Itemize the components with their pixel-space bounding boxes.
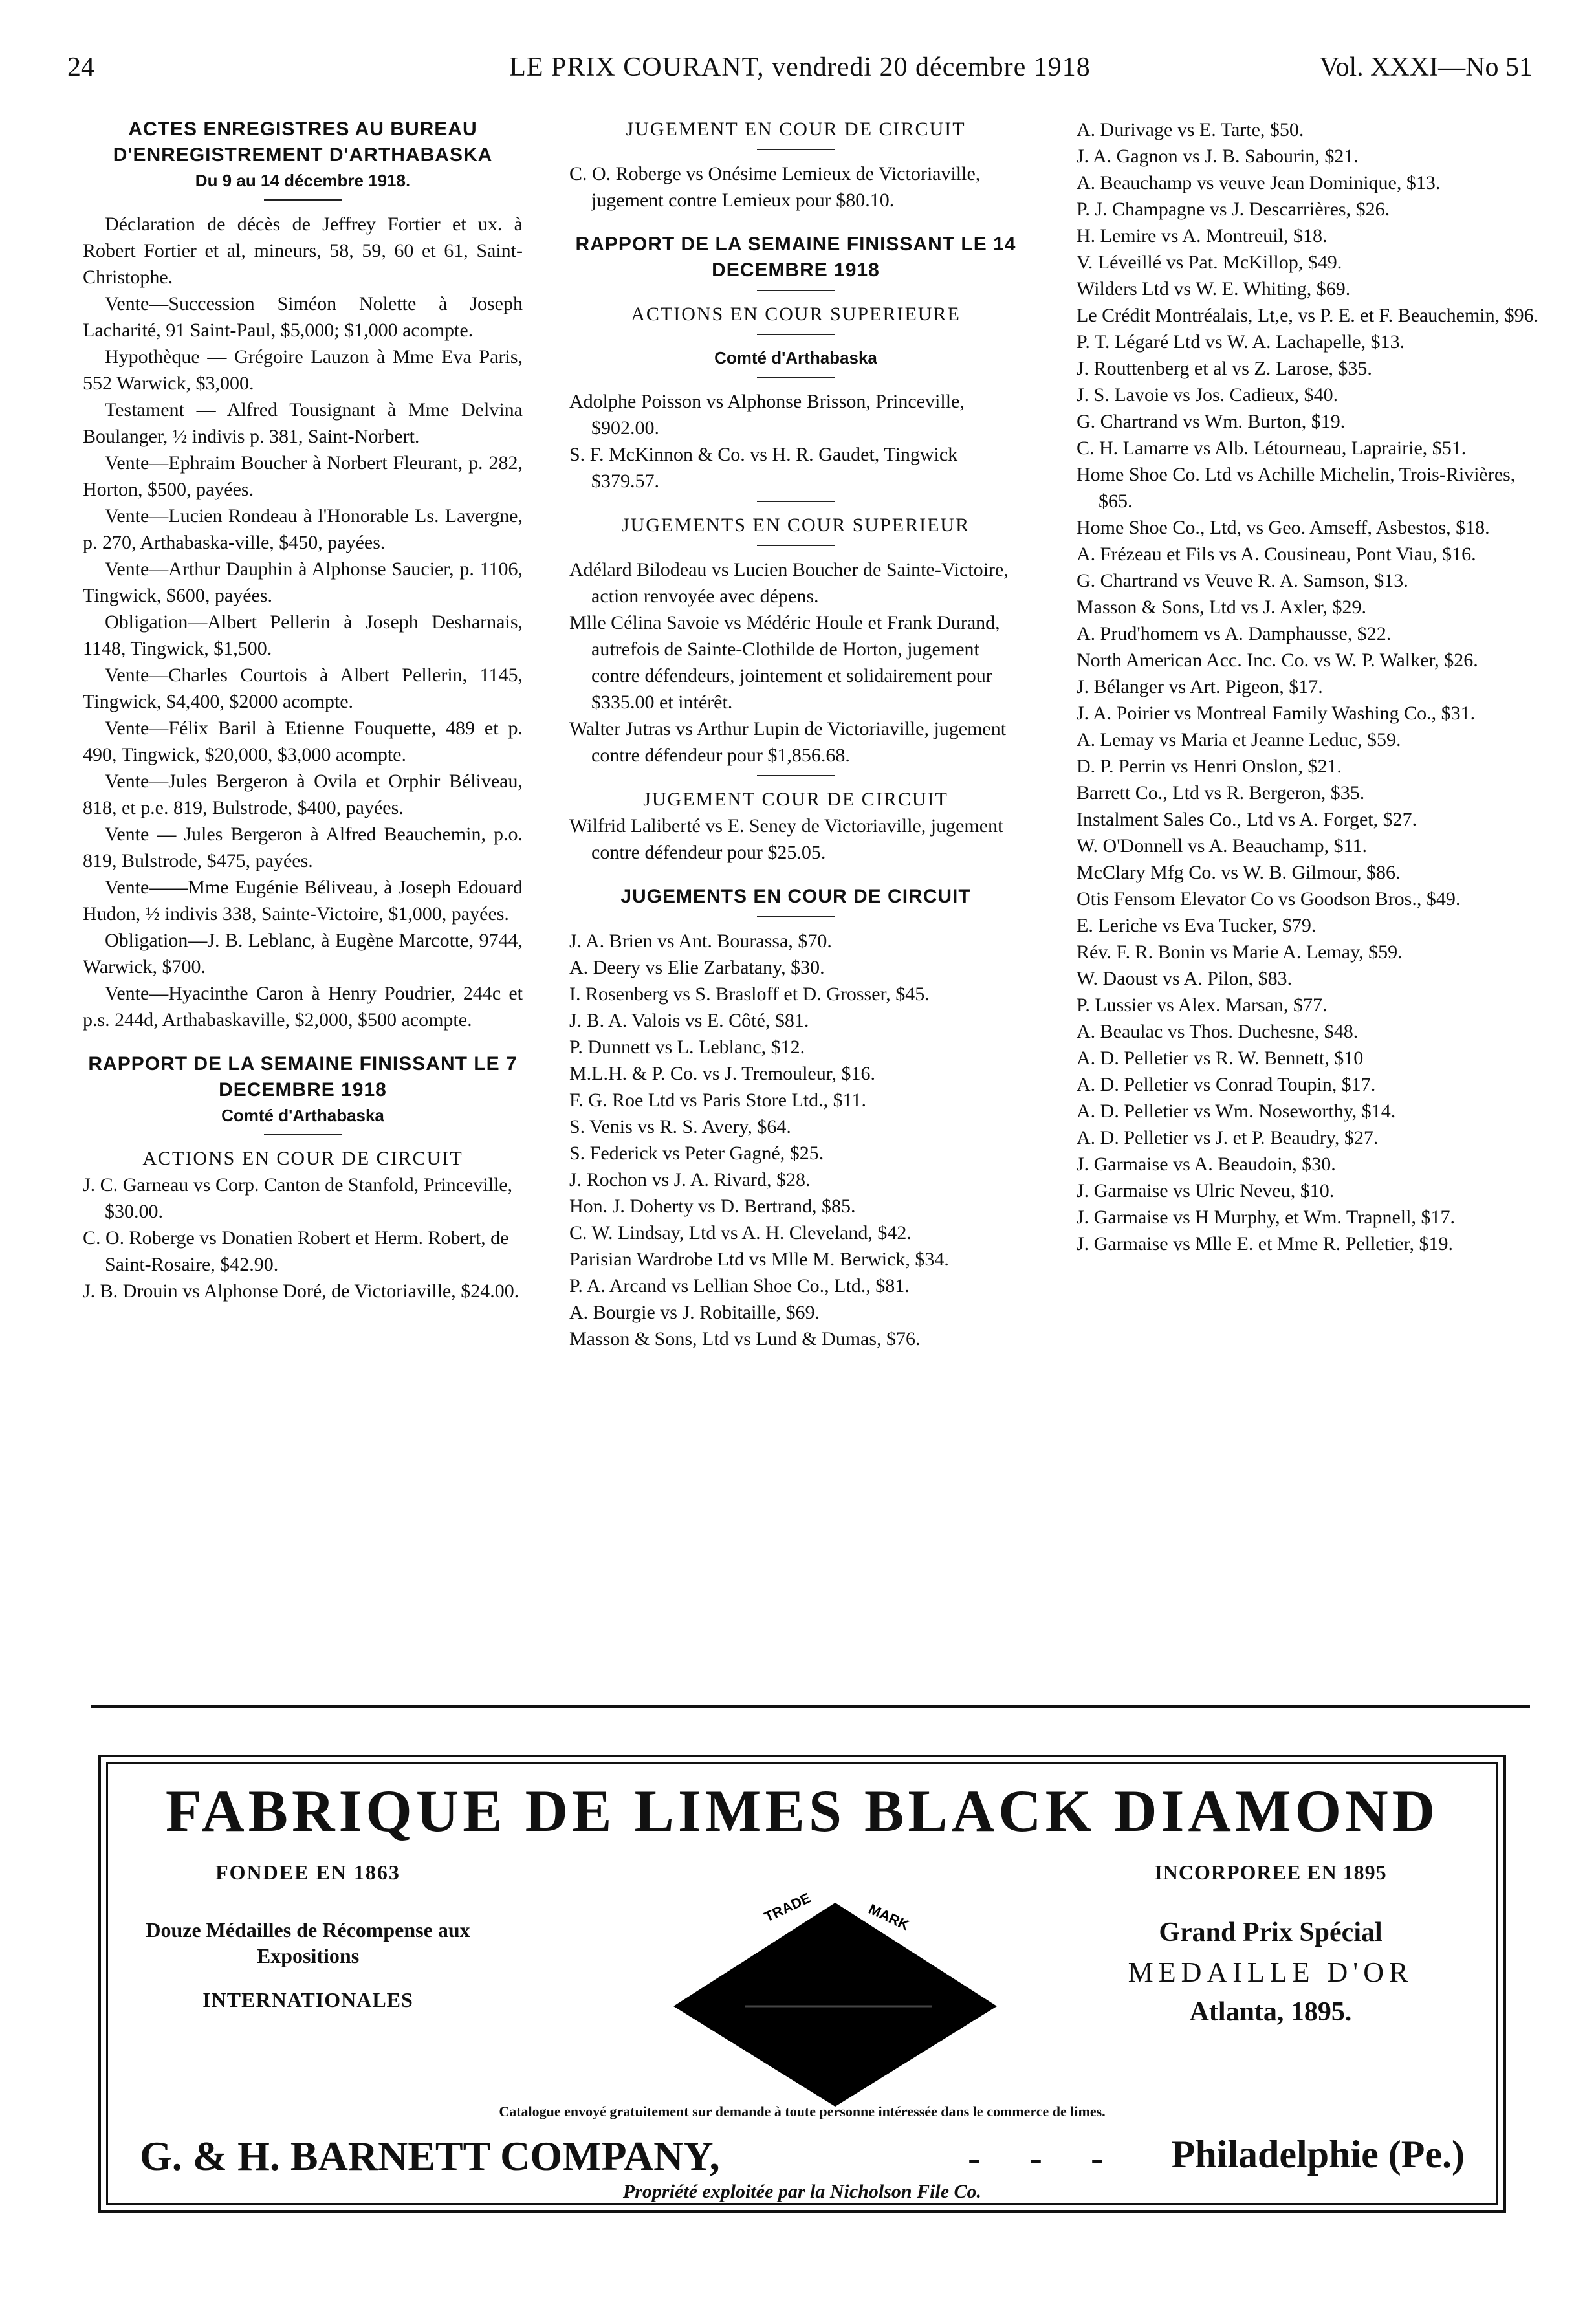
page-header <box>67 52 1533 91</box>
judgement-circuit-entry: M.L.H. & P. Co. vs J. Tremouleur, $16. <box>569 1063 876 1084</box>
circuit-heading: ACTIONS EN COUR DE CIRCUIT <box>142 1148 463 1169</box>
judgement-circuit-entry: A. D. Pelletier vs Wm. Noseworthy, $14. <box>1077 1100 1396 1122</box>
judgement-circuit-entry: A. Beauchamp vs veuve Jean Dominique, $13. <box>1077 172 1441 193</box>
advertisement <box>98 1755 1506 2213</box>
divider <box>757 334 835 335</box>
registry-entry: Vente—Arthur Dauphin à Alphonse Saucier, p. 1106, Tingwick, $600, payées. <box>83 558 523 606</box>
ad-medals: Douze Médailles de Récompense aux Expositions <box>146 1918 470 1967</box>
judgement-circuit-entry: P. A. Arcand vs Lellian Shoe Co., Ltd., $81. <box>569 1275 910 1297</box>
judgement-circuit-entry: Home Shoe Co., Ltd, vs Geo. Amseff, Asbestos, $18. <box>1077 517 1490 538</box>
judgement-circuit-entry: W. O'Donnell vs A. Beauchamp, $11. <box>1077 835 1367 857</box>
ad-international: INTERNATIONALES <box>202 1988 413 2011</box>
ad-title: FABRIQUE DE LIMES BLACK DIAMOND <box>165 1778 1439 1844</box>
judgement-circuit-entry: J. A. Brien vs Ant. Bourassa, $70. <box>569 930 832 952</box>
judgement-circuit-entry: A. Frézeau et Fils vs A. Cousineau, Pont Viau, $16. <box>1077 543 1476 565</box>
judgement-circuit-entry: J. Garmaise vs Ulric Neveu, $10. <box>1077 1180 1335 1201</box>
judgement-circuit-heading: JUGEMENT COUR DE CIRCUIT <box>643 789 948 810</box>
judgement-superior-entry: Walter Jutras vs Arthur Lupin de Victoriaville, jugement contre défendeur pour $1,856.68. <box>569 718 1007 766</box>
judgement-circuit-entry: W. Daoust vs A. Pilon, $83. <box>1077 968 1293 989</box>
judgement-circuit-entry: North American Acc. Inc. Co. vs W. P. Walker, $26. <box>1077 650 1478 671</box>
circuit-entry: J. C. Garneau vs Corp. Canton de Stanfold, Princeville, $30.00. <box>83 1174 513 1222</box>
judgement-circuit-entry: A. Prud'homem vs A. Damphausse, $22. <box>1077 623 1392 644</box>
section-heading: ACTES ENREGISTRES AU BUREAU D'ENREGISTREMENT D'ARTHABASKA <box>113 118 493 166</box>
ad-medaille: MEDAILLE D'OR <box>1128 1956 1414 1988</box>
judgement-circuit-entry: P. Lussier vs Alex. Marsan, $77. <box>1077 994 1328 1016</box>
registry-entry: Vente—Félix Baril à Etienne Fouquette, 489 et p. 490, Tingwick, $20,000, $3,000 acompte. <box>83 717 523 765</box>
judgement-heading: JUGEMENT EN COUR DE CIRCUIT <box>626 118 966 140</box>
judgement-circuit-entry: G. Chartrand vs Veuve R. A. Samson, $13. <box>1077 570 1408 591</box>
ad-city: Philadelphie (Pe.) <box>1171 2133 1465 2176</box>
judgement-circuit-entry: P. Dunnett vs L. Leblanc, $12. <box>569 1036 805 1058</box>
circuit-entry: C. O. Roberge vs Donatien Robert et Herm. Robert, de Saint-Rosaire, $42.90. <box>83 1227 509 1275</box>
ad-catalogue-note: Catalogue envoyé gratuitement sur demande à toute personne intéressée dans le commerce de limes. <box>499 2103 1106 2119</box>
judgement-circuit-entry: I. Rosenberg vs S. Brasloff et D. Grosser, $45. <box>569 983 930 1005</box>
mark-text: MARK <box>866 1900 912 1934</box>
registry-entry: Vente—Lucien Rondeau à l'Honorable Ls. Lavergne, p. 270, Arthabaska-ville, $450, payées. <box>83 505 523 553</box>
registry-entry: Vente — Jules Bergeron à Alfred Beauchemin, p.o. 819, Bulstrode, $475, payées. <box>83 824 523 871</box>
superior-entry: S. F. McKinnon & Co. vs H. R. Gaudet, Tingwick $379.57. <box>569 444 958 492</box>
registry-entry: Obligation—J. B. Leblanc, à Eugène Marcotte, 9744, Warwick, $700. <box>83 930 523 978</box>
report-heading: RAPPORT DE LA SEMAINE FINISSANT LE 7 DECEMBRE 1918 <box>88 1053 518 1100</box>
county-heading: Comté d'Arthabaska <box>714 348 877 367</box>
ad-dots: - - - <box>968 2136 1123 2179</box>
circuit-list <box>83 1172 523 1304</box>
judgement-circuit-entry: P. J. Champagne vs J. Descarrières, $26. <box>1077 199 1390 220</box>
registry-entry: Vente—Charles Courtois à Albert Pellerin, 1145, Tingwick, $4,400, $2000 acompte. <box>83 664 523 712</box>
section-subheading: Du 9 au 14 décembre 1918. <box>195 171 411 190</box>
judgement-circuit-entry: J. Garmaise vs H Murphy, et Wm. Trapnell, $17. <box>1077 1207 1455 1228</box>
judgement-circuit-entry: S. Federick vs Peter Gagné, $25. <box>569 1143 824 1164</box>
ad-atlanta: Atlanta, 1895. <box>1189 1997 1352 2027</box>
judgement-circuit-entry: J. A. Poirier vs Montreal Family Washing Co., $31. <box>1077 703 1476 724</box>
divider <box>264 199 342 201</box>
judgement-circuit-entry: A. D. Pelletier vs J. et P. Beaudry, $27. <box>1077 1127 1379 1148</box>
judgement-circuit-entry: McClary Mfg Co. vs W. B. Gilmour, $86. <box>1077 862 1401 883</box>
registry-entry: Vente—Succession Siméon Nolette à Joseph Lacharité, 91 Saint-Paul, $5,000; $1,000 acompte. <box>83 293 523 341</box>
judgements-list-continued <box>1077 116 1539 1257</box>
ad-grand-prix: Grand Prix Spécial <box>1159 1918 1383 1947</box>
judgement-circuit-entry: C. W. Lindsay, Ltd vs A. H. Cleveland, $42. <box>569 1222 912 1243</box>
judgement-circuit-entry: C. H. Lamarre vs Alb. Létourneau, Laprairie, $51. <box>1077 437 1467 459</box>
volume-number: Vol. XXXI—No 51 <box>1319 52 1533 82</box>
judgement-circuit-entry: Barrett Co., Ltd vs R. Bergeron, $35. <box>1077 782 1365 804</box>
judgement-circuit-entry: J. Garmaise vs Mlle E. et Mme R. Pelletier, $19. <box>1077 1233 1454 1254</box>
judgements-circuit-list <box>569 928 1022 1352</box>
judgement-circuit-entry: J. Bélanger vs Art. Pigeon, $17. <box>1077 676 1323 697</box>
divider <box>757 916 835 917</box>
judgements-superior-list <box>569 556 1022 769</box>
divider <box>264 1134 342 1135</box>
judgement-superior-entry: Adélard Bilodeau vs Lucien Boucher de Sainte-Victoire, action renvoyée avec dépens. <box>569 559 1009 607</box>
judgement-circuit-entry: A. Beaulac vs Thos. Duchesne, $48. <box>1077 1021 1359 1042</box>
judgement-circuit-entry: J. Rochon vs J. A. Rivard, $28. <box>569 1169 811 1190</box>
registry-entry: Testament — Alfred Tousignant à Mme Delvina Boulanger, ½ indivis p. 381, Saint-Norbert. <box>83 399 523 447</box>
judgement-circuit-entry: F. G. Roe Ltd vs Paris Store Ltd., $11. <box>569 1089 866 1111</box>
judgement-circuit-entry: A. Lemay vs Maria et Jeanne Leduc, $59. <box>1077 729 1401 750</box>
divider <box>757 545 835 546</box>
ad-founded: FONDEE EN 1863 <box>215 1861 400 1884</box>
judgement-circuit-entry: J. Garmaise vs A. Beaudoin, $30. <box>1077 1154 1336 1175</box>
judgement-circuit-entry: Rév. F. R. Bonin vs Marie A. Lemay, $59. <box>1077 941 1403 963</box>
judgement-circuit-entry: A. Bourgie vs J. Robitaille, $69. <box>569 1302 820 1323</box>
superior-list <box>569 388 1022 494</box>
judgement-circuit-entry: Wilders Ltd vs W. E. Whiting, $69. <box>1077 278 1351 300</box>
judgement-circuit-entry: Instalment Sales Co., Ltd vs A. Forget, $27. <box>1077 809 1417 830</box>
ad-left-block <box>140 1861 476 2012</box>
judgement-circuit-entry: A. Durivage vs E. Tarte, $50. <box>1077 119 1304 140</box>
page-number: 24 <box>67 52 94 82</box>
column-middle <box>569 116 1022 1352</box>
judgement-circuit-entry: Hon. J. Doherty vs D. Bertrand, $85. <box>569 1196 856 1217</box>
judgement-circuit-entry: E. Leriche vs Eva Tucker, $79. <box>1077 915 1317 936</box>
registry-entry: Déclaration de décès de Jeffrey Fortier et ux. à Robert Fortier et al, mineurs, 58, 59, 60 et 61, Saint-Christophe. <box>83 213 523 288</box>
trade-text: TRADE <box>761 1889 813 1925</box>
judgements-superior-heading: JUGEMENTS EN COUR SUPERIEUR <box>621 514 970 536</box>
judgement-circuit-entry: Masson & Sons, Ltd vs J. Axler, $29. <box>1077 596 1366 618</box>
ad-footer: Propriété exploitée par la Nicholson File Co. <box>622 2181 982 2202</box>
judgement-circuit-entry: Parisian Wardrobe Ltd vs Mlle M. Berwick, $34. <box>569 1249 949 1270</box>
registry-entry: Vente—Hyacinthe Caron à Henry Poudrier, 244c et p.s. 244d, Arthabaskaville, $2,000, $500 acompte. <box>83 983 523 1031</box>
judgement-circuit-entry: D. P. Perrin vs Henri Onslon, $21. <box>1077 756 1342 777</box>
black-diamond-logo <box>661 1877 1010 2110</box>
judgement-circuit-entry: J. Routtenberg et al vs Z. Larose, $35. <box>1077 358 1372 379</box>
report-heading: RAPPORT DE LA SEMAINE FINISSANT LE 14 DECEMBRE 1918 <box>575 234 1016 281</box>
judgement-circuit-entry: A. D. Pelletier vs Conrad Toupin, $17. <box>1077 1074 1376 1095</box>
judgement-circuit-entry: A. D. Pelletier vs R. W. Bennett, $10 <box>1077 1047 1364 1069</box>
superior-heading: ACTIONS EN COUR SUPERIEURE <box>631 303 961 325</box>
judgement-circuit-entry: Masson & Sons, Ltd vs Lund & Dumas, $76. <box>569 1328 921 1350</box>
page-divider <box>91 1705 1530 1708</box>
judgement-circuit-entry: V. Léveillé vs Pat. McKillop, $49. <box>1077 252 1342 273</box>
registry-list <box>83 211 523 1033</box>
column-right <box>1077 116 1539 1257</box>
judgement-circuit-entry: G. Chartrand vs Wm. Burton, $19. <box>1077 411 1346 432</box>
divider <box>757 377 835 378</box>
judgements-circuit-heading: JUGEMENTS EN COUR DE CIRCUIT <box>620 886 971 907</box>
divider <box>757 149 835 150</box>
divider <box>757 290 835 291</box>
judgement-superior-entry: Mlle Célina Savoie vs Médéric Houle et Frank Durand, autrefois de Sainte-Clothilde de Horton, jugement contre défendeurs, jointement et solidairement pour $335.00 et intérêt. <box>569 612 1000 713</box>
report-county: Comté d'Arthabaska <box>221 1106 384 1125</box>
registry-entry: Vente—Ephraim Boucher à Norbert Fleurant, p. 282, Horton, $500, payées. <box>83 452 523 500</box>
judgement-circuit-entry: H. Lemire vs A. Montreuil, $18. <box>1077 225 1328 246</box>
circuit-entry: J. B. Drouin vs Alphonse Doré, de Victoriaville, $24.00. <box>83 1280 519 1302</box>
column-left <box>83 116 523 1304</box>
judgement-circuit-entry: J. A. Gagnon vs J. B. Sabourin, $21. <box>1077 146 1359 167</box>
judgement-circuit-entry: S. Venis vs R. S. Avery, $64. <box>569 1116 791 1137</box>
ad-incorporated: INCORPOREE EN 1895 <box>1154 1861 1387 1884</box>
judgement-circuit-text: Wilfrid Laliberté vs E. Seney de Victoriaville, jugement contre défendeur pour $25.05. <box>569 815 1003 863</box>
registry-entry: Hypothèque — Grégoire Lauzon à Mme Eva Paris, 552 Warwick, $3,000. <box>83 346 523 394</box>
publication-title: LE PRIX COURANT, vendredi 20 décembre 1918 <box>509 52 1091 82</box>
judgement-circuit-entry: J. S. Lavoie vs Jos. Cadieux, $40. <box>1077 384 1339 406</box>
superior-entry: Adolphe Poisson vs Alphonse Brisson, Princeville, $902.00. <box>569 391 965 439</box>
registry-entry: Vente——Mme Eugénie Béliveau, à Joseph Edouard Hudon, ½ indivis 338, Sainte-Victoire, $1,000, payées. <box>83 877 523 925</box>
judgement-circuit-entry: Home Shoe Co. Ltd vs Achille Michelin, Trois-Rivières, $65. <box>1077 464 1516 512</box>
ad-company: G. & H. BARNETT COMPANY, <box>140 2133 720 2179</box>
judgement-circuit-entry: P. T. Légaré Ltd vs W. A. Lachapelle, $13. <box>1077 331 1405 353</box>
registry-entry: Vente—Jules Bergeron à Ovila et Orphir Béliveau, 818, et p.e. 819, Bulstrode, $400, payées. <box>83 771 523 818</box>
divider <box>757 501 835 502</box>
judgement-circuit-entry: J. B. A. Valois vs E. Côté, $81. <box>569 1010 809 1031</box>
judgement-circuit-entry: Le Crédit Montréalais, Lt,e, vs P. E. et F. Beauchemin, $96. <box>1077 305 1539 326</box>
divider <box>757 775 835 776</box>
ad-right-block <box>1077 1861 1465 2028</box>
judgement-text: C. O. Roberge vs Onésime Lemieux de Victoriaville, jugement contre Lemieux pour $80.10. <box>569 163 981 211</box>
judgement-circuit-entry: Otis Fensom Elevator Co vs Goodson Bros., $49. <box>1077 888 1461 910</box>
registry-entry: Obligation—Albert Pellerin à Joseph Desharnais, 1148, Tingwick, $1,500. <box>83 611 523 659</box>
judgement-circuit-entry: A. Deery vs Elie Zarbatany, $30. <box>569 957 825 978</box>
